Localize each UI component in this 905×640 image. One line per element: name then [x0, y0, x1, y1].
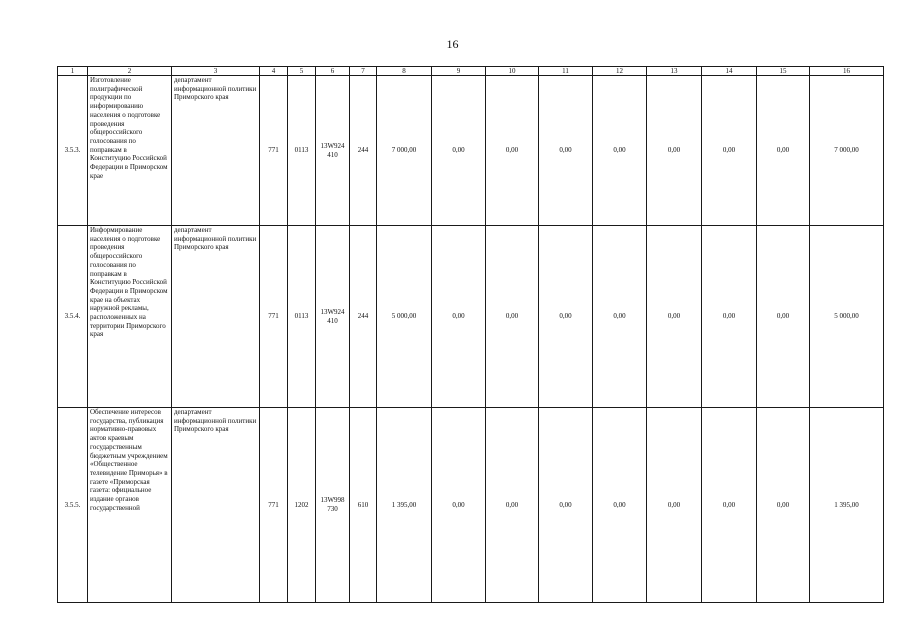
column-header: 10: [486, 67, 539, 76]
cell-grbs: 771: [260, 226, 288, 408]
executor: департамент информационной политики Приморского края: [172, 408, 260, 603]
cell-amount: 0,00: [702, 226, 757, 408]
cell-amount: 0,00: [647, 76, 702, 226]
cell-target-code: 13W998 730: [316, 408, 350, 603]
cell-section: 0113: [288, 76, 316, 226]
column-header: 9: [432, 67, 486, 76]
cell-amount: 0,00: [757, 76, 810, 226]
cell-amount: 0,00: [432, 408, 486, 603]
column-header: 4: [260, 67, 288, 76]
column-header: 6: [316, 67, 350, 76]
cell-amount: 0,00: [757, 226, 810, 408]
column-header: 1: [58, 67, 88, 76]
table-row: [58, 76, 884, 226]
cell-amount: 0,00: [702, 408, 757, 603]
cell-amount: 0,00: [539, 226, 593, 408]
cell-amount: 0,00: [486, 76, 539, 226]
column-header: 8: [377, 67, 432, 76]
activity-name: Изготовление полиграфической продукции по информированию населения о подготовке проведения общероссийского голосования по поправкам в Конституцию Российской Федерации в Приморском крае: [88, 76, 172, 226]
cell-expense-type: 244: [350, 76, 377, 226]
cell-total: 7 000,00: [810, 76, 884, 226]
column-number-row: [58, 67, 884, 76]
executor: департамент информационной политики Приморского края: [172, 226, 260, 408]
row-number: 3.5.3.: [58, 76, 88, 226]
column-header: 5: [288, 67, 316, 76]
cell-target-code: 13W924 410: [316, 226, 350, 408]
cell-amount: 0,00: [647, 408, 702, 603]
cell-amount: 0,00: [432, 76, 486, 226]
column-header: 13: [647, 67, 702, 76]
cell-amount: 7 000,00: [377, 76, 432, 226]
activity-name: Информирование населения о подготовке проведения общероссийского голосования по поправкам в Конституцию Российской Федерации в Приморском крае на объектах наружной рекламы, расположенных на территории Приморского края: [88, 226, 172, 408]
executor: департамент информационной политики Приморского края: [172, 76, 260, 226]
row-number: 3.5.5.: [58, 408, 88, 603]
cell-section: 0113: [288, 226, 316, 408]
cell-total: 1 395,00: [810, 408, 884, 603]
cell-amount: 0,00: [486, 408, 539, 603]
page-number: 16: [446, 37, 459, 51]
table-row: [58, 226, 884, 408]
cell-amount: 0,00: [757, 408, 810, 603]
activity-name: Обеспечение интересов государства, публикация нормативно-правовых актов краевым государственным бюджетным учреждением «Общественное телевидение Приморья» в газете «Приморская газета: официальное издание органов государственной: [88, 408, 172, 603]
cell-amount: 0,00: [539, 408, 593, 603]
cell-amount: 5 000,00: [377, 226, 432, 408]
cell-target-code: 13W924 410: [316, 76, 350, 226]
column-header: 15: [757, 67, 810, 76]
budget-table: [57, 66, 884, 603]
row-number: 3.5.4.: [58, 226, 88, 408]
column-header: 2: [88, 67, 172, 76]
column-header: 14: [702, 67, 757, 76]
cell-grbs: 771: [260, 76, 288, 226]
cell-section: 1202: [288, 408, 316, 603]
column-header: 11: [539, 67, 593, 76]
cell-amount: 1 395,00: [377, 408, 432, 603]
column-header: 16: [810, 67, 884, 76]
cell-amount: 0,00: [593, 408, 647, 603]
cell-expense-type: 244: [350, 226, 377, 408]
cell-amount: 0,00: [702, 76, 757, 226]
cell-amount: 0,00: [647, 226, 702, 408]
cell-amount: 0,00: [486, 226, 539, 408]
cell-amount: 0,00: [432, 226, 486, 408]
cell-grbs: 771: [260, 408, 288, 603]
cell-total: 5 000,00: [810, 226, 884, 408]
column-header: 3: [172, 67, 260, 76]
cell-amount: 0,00: [593, 226, 647, 408]
table-row: [58, 408, 884, 603]
cell-expense-type: 610: [350, 408, 377, 603]
column-header: 12: [593, 67, 647, 76]
cell-amount: 0,00: [593, 76, 647, 226]
cell-amount: 0,00: [539, 76, 593, 226]
column-header: 7: [350, 67, 377, 76]
